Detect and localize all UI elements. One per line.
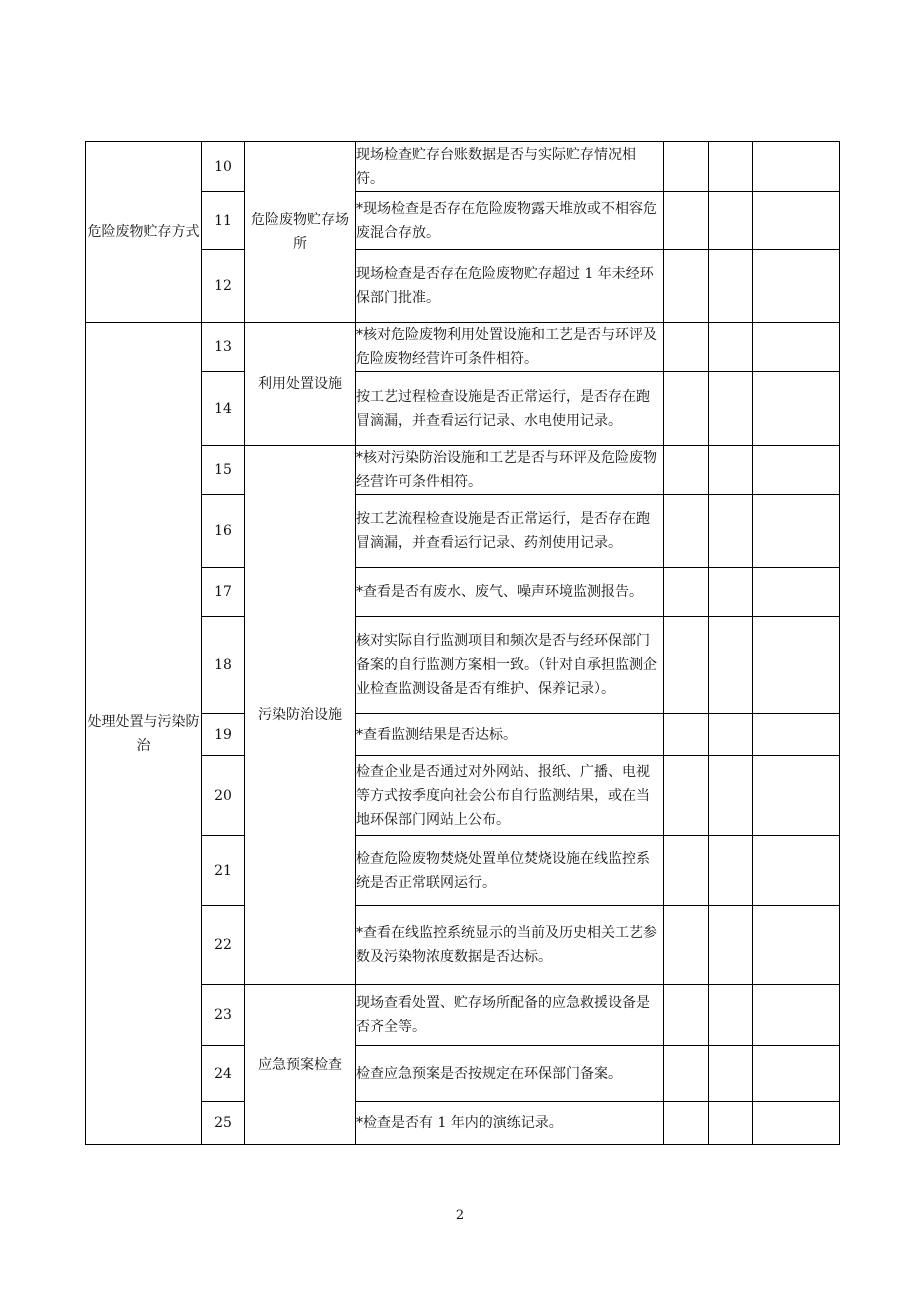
check-item-text: 检查应急预案是否按规定在环保部门备案。 xyxy=(356,1046,664,1102)
check-cell[interactable] xyxy=(709,250,753,323)
check-item-text: *查看在线监控系统显示的当前及历史相关工艺参数及污染物浓度数据是否达标。 xyxy=(356,906,664,985)
subcategory-storage-site-cell: 危险废物贮存场所 xyxy=(245,142,356,323)
row-number: 25 xyxy=(202,1102,245,1145)
check-item-text: 按工艺过程检查设施是否正常运行，是否存在跑冒滴漏，并查看运行记录、水电使用记录。 xyxy=(356,372,664,446)
check-cell[interactable] xyxy=(664,756,709,836)
remark-cell[interactable] xyxy=(753,617,840,714)
check-item-text: *查看是否有废水、废气、噪声环境监测报告。 xyxy=(356,568,664,617)
check-cell[interactable] xyxy=(664,836,709,906)
check-cell[interactable] xyxy=(709,372,753,446)
check-item-text: 现场检查贮存台账数据是否与实际贮存情况相符。 xyxy=(356,142,664,192)
check-cell[interactable] xyxy=(709,1046,753,1102)
row-number: 10 xyxy=(202,142,245,192)
remark-cell[interactable] xyxy=(753,323,840,372)
check-cell[interactable] xyxy=(664,568,709,617)
remark-cell[interactable] xyxy=(753,142,840,192)
check-cell[interactable] xyxy=(709,495,753,568)
table-row xyxy=(86,323,840,372)
check-cell[interactable] xyxy=(664,372,709,446)
subcategory-emergency-cell: 应急预案检查 xyxy=(245,985,356,1145)
check-item-text: *查看监测结果是否达标。 xyxy=(356,714,664,756)
check-cell[interactable] xyxy=(709,906,753,985)
row-number: 21 xyxy=(202,836,245,906)
row-number: 20 xyxy=(202,756,245,836)
row-number: 19 xyxy=(202,714,245,756)
check-cell[interactable] xyxy=(709,756,753,836)
check-cell[interactable] xyxy=(664,985,709,1046)
check-cell[interactable] xyxy=(709,836,753,906)
check-cell[interactable] xyxy=(709,568,753,617)
check-item-text: *核对污染防治设施和工艺是否与环评及危险废物经营许可条件相符。 xyxy=(356,446,664,495)
check-cell[interactable] xyxy=(709,714,753,756)
row-number: 24 xyxy=(202,1046,245,1102)
check-cell[interactable] xyxy=(664,714,709,756)
check-item-text: 核对实际自行监测项目和频次是否与经环保部门备案的自行监测方案相一致。（针对自承担监测企业检查监测设备是否有维护、保养记录）。 xyxy=(356,617,664,714)
table-row xyxy=(86,142,840,192)
check-cell[interactable] xyxy=(664,906,709,985)
remark-cell[interactable] xyxy=(753,836,840,906)
check-item-text: 检查企业是否通过对外网站、报纸、广播、电视等方式按季度向社会公布自行监测结果，或在当地环保部门网站上公布。 xyxy=(356,756,664,836)
check-cell[interactable] xyxy=(664,323,709,372)
check-cell[interactable] xyxy=(664,250,709,323)
remark-cell[interactable] xyxy=(753,1102,840,1145)
row-number: 14 xyxy=(202,372,245,446)
inspection-table xyxy=(85,141,840,1145)
remark-cell[interactable] xyxy=(753,446,840,495)
check-cell[interactable] xyxy=(709,323,753,372)
remark-cell[interactable] xyxy=(753,985,840,1046)
row-number: 11 xyxy=(202,192,245,250)
row-number: 16 xyxy=(202,495,245,568)
row-number: 17 xyxy=(202,568,245,617)
check-cell[interactable] xyxy=(709,985,753,1046)
subcategory-utilization-cell: 利用处置设施 xyxy=(245,323,356,446)
remark-cell[interactable] xyxy=(753,372,840,446)
check-cell[interactable] xyxy=(664,617,709,714)
check-cell[interactable] xyxy=(664,495,709,568)
remark-cell[interactable] xyxy=(753,495,840,568)
check-cell[interactable] xyxy=(709,192,753,250)
check-cell[interactable] xyxy=(709,617,753,714)
check-cell[interactable] xyxy=(664,1102,709,1145)
check-item-text: *核对危险废物利用处置设施和工艺是否与环评及危险废物经营许可条件相符。 xyxy=(356,323,664,372)
check-cell[interactable] xyxy=(709,1102,753,1145)
check-item-text: *检查是否有 1 年内的演练记录。 xyxy=(356,1102,664,1145)
remark-cell[interactable] xyxy=(753,568,840,617)
category-treatment-cell: 处理处置与污染防治 xyxy=(86,323,202,1145)
remark-cell[interactable] xyxy=(753,1046,840,1102)
row-number: 15 xyxy=(202,446,245,495)
row-number: 22 xyxy=(202,906,245,985)
row-number: 18 xyxy=(202,617,245,714)
check-item-text: 按工艺流程检查设施是否正常运行，是否存在跑冒滴漏，并查看运行记录、药剂使用记录。 xyxy=(356,495,664,568)
check-cell[interactable] xyxy=(664,192,709,250)
check-item-text: *现场检查是否存在危险废物露天堆放或不相容危废混合存放。 xyxy=(356,192,664,250)
check-cell[interactable] xyxy=(664,446,709,495)
remark-cell[interactable] xyxy=(753,250,840,323)
check-item-text: 检查危险废物焚烧处置单位焚烧设施在线监控系统是否正常联网运行。 xyxy=(356,836,664,906)
remark-cell[interactable] xyxy=(753,714,840,756)
check-cell[interactable] xyxy=(664,142,709,192)
check-cell[interactable] xyxy=(664,1046,709,1102)
check-cell[interactable] xyxy=(709,446,753,495)
row-number: 12 xyxy=(202,250,245,323)
remark-cell[interactable] xyxy=(753,906,840,985)
remark-cell[interactable] xyxy=(753,192,840,250)
category-storage-cell: 危险废物贮存方式 xyxy=(86,142,202,323)
check-cell[interactable] xyxy=(709,142,753,192)
subcategory-pollution-cell: 污染防治设施 xyxy=(245,446,356,985)
check-item-text: 现场检查是否存在危险废物贮存超过 1 年未经环保部门批准。 xyxy=(356,250,664,323)
row-number: 23 xyxy=(202,985,245,1046)
row-number: 13 xyxy=(202,323,245,372)
check-item-text: 现场查看处置、贮存场所配备的应急救援设备是否齐全等。 xyxy=(356,985,664,1046)
page-number: 2 xyxy=(455,1208,465,1223)
remark-cell[interactable] xyxy=(753,756,840,836)
